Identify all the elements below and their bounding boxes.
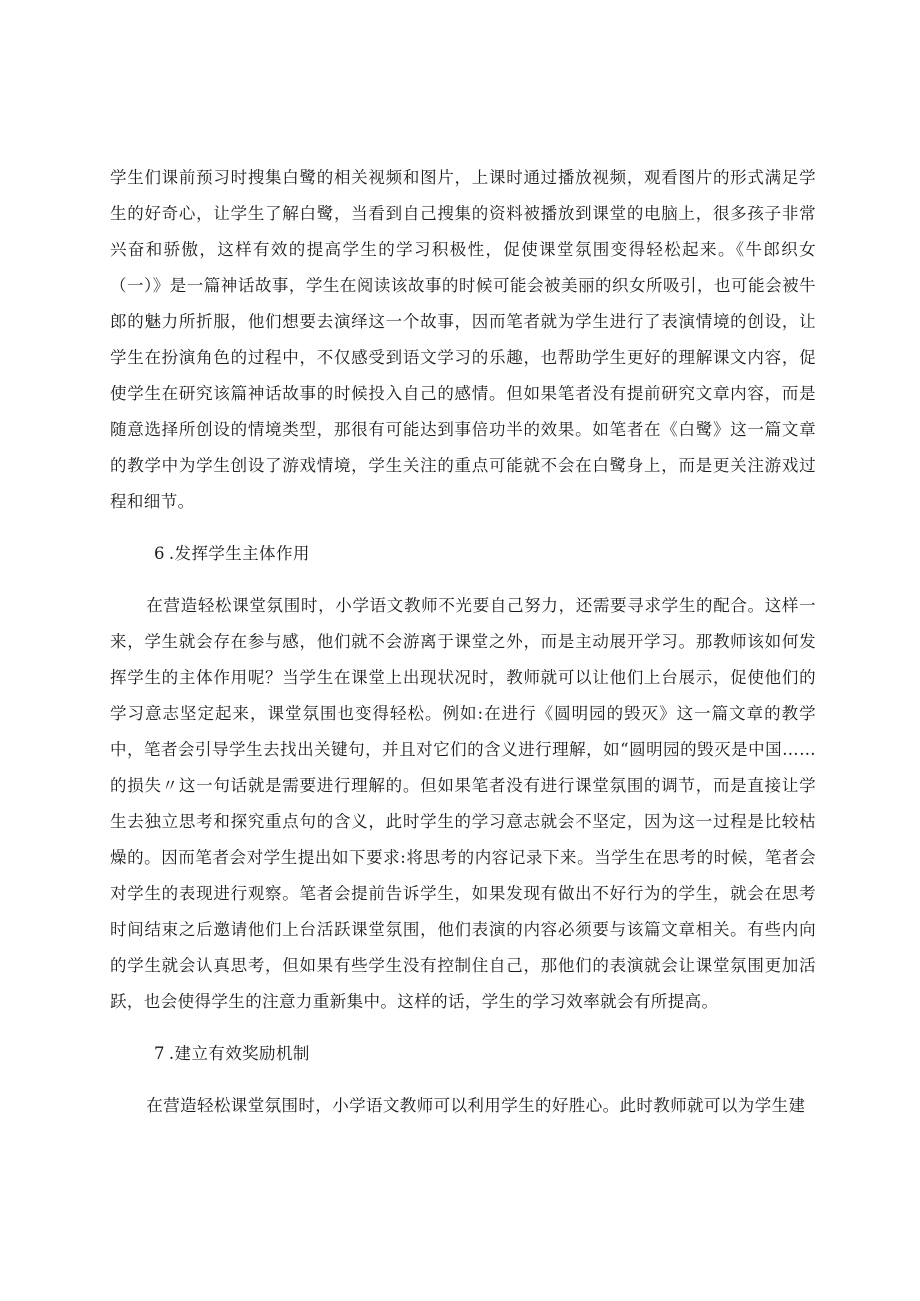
section-title: .建立有效奖励机制: [168, 1044, 310, 1063]
section-number: 6: [154, 544, 165, 563]
section-title: .发挥学生主体作用: [168, 544, 310, 563]
section-heading-7: [110, 1036, 816, 1072]
body-paragraph-2: 在营造轻松课堂氛围时，小学语文教师不光要自己努力，还需要寻求学生的配合。这样一来，学生就会存在参与感，他们就不会游离于课堂之外，而是主动展开学习。那教师该如何发挥学生的主体作用呢？当学生在课堂上出现状况时，教师就可以让他们上台展示，促使他们的学习意志坚定起来，课堂氛围也变得轻松。例如:在进行《圆明园的毁灭》这一篇文章的教学中，笔者会引导学生去找出关键句，并且对它们的含义进行理解，如“圆明园的毁灭是中国……的损失〃这一句话就是需要进行理解的。但如果笔者没有进行课堂氛围的调节，而是直接让学生去独立思考和探究重点句的含义，此时学生的学习意志就会不坚定，因为这一过程是比较枯燥的。因而笔者会对学生提出如下要求:将思考的内容记录下来。当学生在思考的时候，笔者会对学生的表现进行观察。笔者会提前告诉学生，如果发现有做出不好行为的学生，就会在思考时间结束之后邀请他们上台活跃课堂氛围，他们表演的内容必须要与该篇文章相关。有些内向的学生就会认真思考，但如果有些学生没有控制住自己，那他们的表演就会让课堂氛围更加活跃，也会使得学生的注意力重新集中。这样的话，学生的学习效率就会有所提高。: [110, 596, 816, 1011]
body-paragraph-3: 在营造轻松课堂氛围时，小学语文教师可以利用学生的好胜心。此时教师就可以为学生建: [146, 1096, 806, 1115]
section-number: 7: [154, 1044, 165, 1063]
document-page: [110, 160, 816, 1124]
body-paragraph-1: 学生们课前预习时搜集白鹭的相关视频和图片，上课时通过播放视频，观看图片的形式满足学生的好奇心，让学生了解白鹭，当看到自己搜集的资料被播放到课堂的电脑上，很多孩子非常兴奋和骄傲，这样有效的提高学生的学习积极性，促使课堂氛围变得轻松起来。《牛郎织女（一）》是一篇神话故事，学生在阅读该故事的时候可能会被美丽的织女所吸引，也可能会被牛郎的魅力所折服，他们想要去演绎这一个故事，因而笔者就为学生进行了表演情境的创设，让学生在扮演角色的过程中，不仅感受到语文学习的乐趣，也帮助学生更好的理解课文内容，促使学生在研究该篇神话故事的时候投入自己的感情。但如果笔者没有提前研究文章内容，而是随意选择所创设的情境类型，那很有可能达到事倍功半的效果。如笔者在《白鹭》这一篇文章的教学中为学生创设了游戏情境，学生关注的重点可能就不会在白鹭身上，而是更关注游戏过程和细节。: [110, 168, 816, 511]
section-heading-6: [110, 536, 816, 572]
